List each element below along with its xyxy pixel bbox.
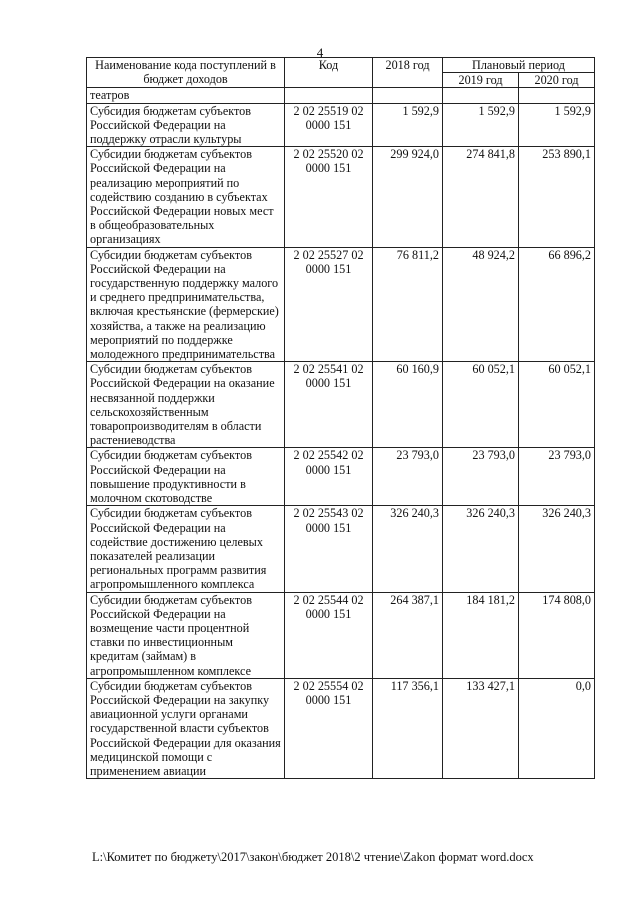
header-2019: 2019 год (443, 73, 519, 88)
row-2020: 66 896,2 (519, 247, 595, 362)
row-name: Субсидии бюджетам субъектов Российской Федерации на оказание несвязанной поддержки сельскохозяйственным товаропроизводителям в области растениеводства (87, 362, 285, 448)
header-name: Наименование кода поступлений в бюджет доходов (87, 58, 285, 88)
table-row (87, 678, 595, 778)
row-code: 2 02 25520 02 0000 151 (285, 147, 373, 247)
row-name: Субсидии бюджетам субъектов Российской Федерации на содействие достижению целевых показателей реализации региональных программ развития агропромышленного комплекса (87, 506, 285, 592)
row-2020: 326 240,3 (519, 506, 595, 592)
row-name: Субсидии бюджетам субъектов Российской Федерации на государственную поддержку малого и среднего предпринимательства, включая крестьянские (фермерские) хозяйства, а также на реализацию мероприятий по поддержке молодежного предпринимательства (87, 247, 285, 362)
continuation-text: театров (87, 88, 285, 103)
row-2018: 117 356,1 (373, 678, 443, 778)
row-code: 2 02 25541 02 0000 151 (285, 362, 373, 448)
table-row (87, 247, 595, 362)
row-2020: 60 052,1 (519, 362, 595, 448)
row-code: 2 02 25519 02 0000 151 (285, 103, 373, 147)
row-2019: 326 240,3 (443, 506, 519, 592)
row-2018: 326 240,3 (373, 506, 443, 592)
row-name: Субсидии бюджетам субъектов Российской Федерации на повышение продуктивности в молочном скотоводстве (87, 448, 285, 506)
row-name: Субсидии бюджетам субъектов Российской Федерации на реализацию мероприятий по содействию созданию в субъектах Российской Федерации новых мест в общеобразовательных организациях (87, 147, 285, 247)
row-2018: 23 793,0 (373, 448, 443, 506)
header-code: Код (285, 58, 373, 88)
row-2020: 0,0 (519, 678, 595, 778)
row-2019: 23 793,0 (443, 448, 519, 506)
page-number: 4 (316, 45, 324, 60)
table-row (87, 147, 595, 247)
row-2020: 1 592,9 (519, 103, 595, 147)
revenue-table (86, 57, 595, 779)
row-code: 2 02 25554 02 0000 151 (285, 678, 373, 778)
file-path-footer: L:\Комитет по бюджету\2017\закон\бюджет 2018\2 чтение\Zakon формат word.docx (92, 850, 534, 864)
row-code: 2 02 25542 02 0000 151 (285, 448, 373, 506)
row-2018: 1 592,9 (373, 103, 443, 147)
row-name: Субсидии бюджетам субъектов Российской Федерации на возмещение части процентной ставки по инвестиционным кредитам (займам) в агропромышленном комплексе (87, 592, 285, 678)
row-2020: 23 793,0 (519, 448, 595, 506)
table-row (87, 362, 595, 448)
header-2018: 2018 год (373, 58, 443, 88)
row-2019: 184 181,2 (443, 592, 519, 678)
header-plan-period: Плановый период (443, 58, 595, 73)
row-2018: 60 160,9 (373, 362, 443, 448)
row-code: 2 02 25543 02 0000 151 (285, 506, 373, 592)
row-2018: 76 811,2 (373, 247, 443, 362)
row-2019: 1 592,9 (443, 103, 519, 147)
row-2020: 253 890,1 (519, 147, 595, 247)
row-2018: 264 387,1 (373, 592, 443, 678)
continuation-row (87, 88, 595, 103)
row-2020: 174 808,0 (519, 592, 595, 678)
header-2020: 2020 год (519, 73, 595, 88)
table-row (87, 592, 595, 678)
table-row (87, 103, 595, 147)
row-code: 2 02 25544 02 0000 151 (285, 592, 373, 678)
row-2019: 133 427,1 (443, 678, 519, 778)
row-name: Субсидия бюджетам субъектов Российской Федерации на поддержку отрасли культуры (87, 103, 285, 147)
table-row (87, 448, 595, 506)
row-2018: 299 924,0 (373, 147, 443, 247)
row-name: Субсидии бюджетам субъектов Российской Федерации на закупку авиационной услуги органами государственной власти субъектов Российской Федерации для оказания медицинской помощи с применением авиации (87, 678, 285, 778)
table-row (87, 506, 595, 592)
row-code: 2 02 25527 02 0000 151 (285, 247, 373, 362)
row-2019: 60 052,1 (443, 362, 519, 448)
row-2019: 274 841,8 (443, 147, 519, 247)
row-2019: 48 924,2 (443, 247, 519, 362)
